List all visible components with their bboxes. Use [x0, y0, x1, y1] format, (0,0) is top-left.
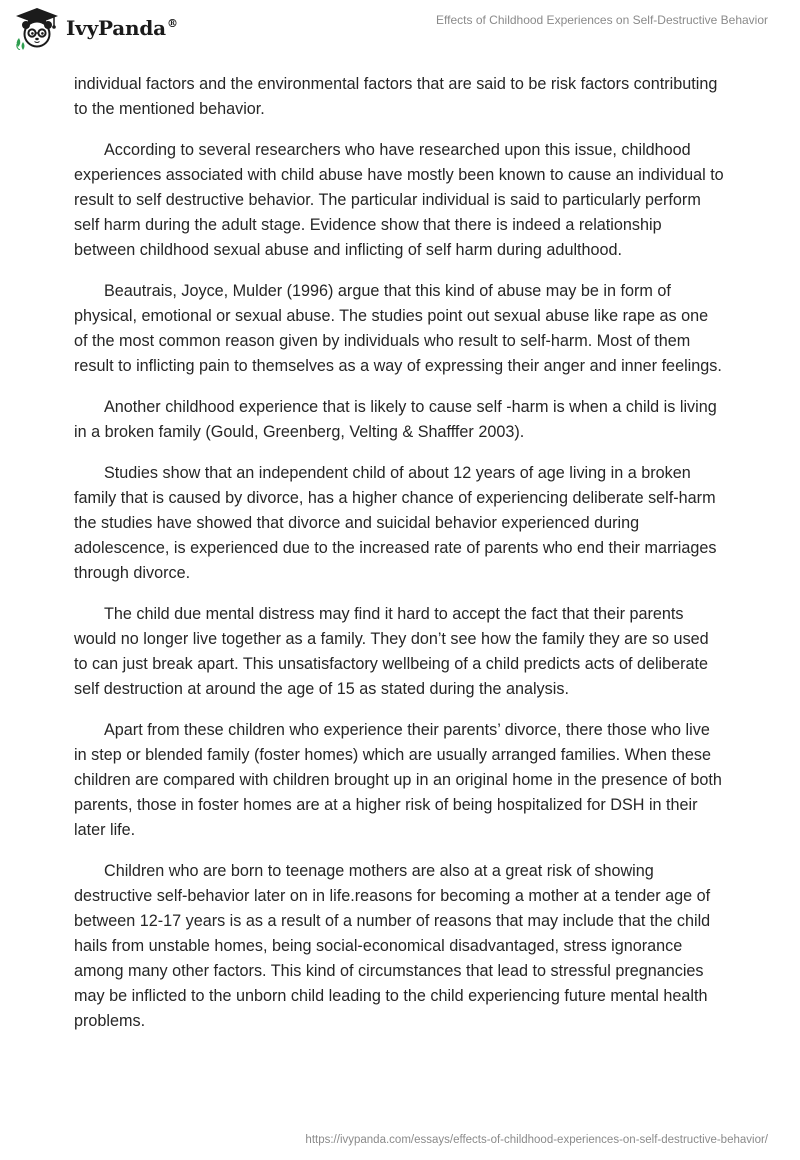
paragraph: Children who are born to teenage mothers are also at a great risk of showing destructive self-behavior later on in life.reasons for becoming a mother at a tender age of between 12-17 years is as a result of a number of reasons that may include that the child hails from unstable homes, being social-economical disadvantaged, stress ignorance among many other factors. This kind of circumstances that lead to stressful pregnancies may be inflicted to the unborn child leading to the child experiencing future mental health problems. — [74, 862, 711, 1030]
panda-mascot-icon — [14, 6, 60, 50]
brand-name — [66, 16, 178, 40]
registered-mark: ® — [166, 17, 178, 31]
paragraph: According to several researchers who have researched upon this issue, childhood experiences associated with child abuse have mostly been known to cause an individual to result to self destructive behavior. The particular individual is said to particularly perform self harm during the adult stage. Evidence show that there is indeed a relationship between childhood sexual abuse and inflicting of self harm during adulthood. — [74, 141, 724, 259]
essay-body — [74, 72, 726, 1050]
source-url[interactable]: https://ivypanda.com/essays/effects-of-childhood-experiences-on-self-destructive-behavior/ — [305, 1134, 768, 1146]
brand-text: IvyPanda — [66, 16, 166, 40]
ivypanda-logo[interactable] — [14, 6, 178, 50]
paragraph: Studies show that an independent child of about 12 years of age living in a broken family that is caused by divorce, has a higher chance of experiencing deliberate self-harm the studies have showed that divorce and suicidal behavior experienced during adolescence, is experienced due to the increased rate of parents who end their marriages through divorce. — [74, 464, 717, 582]
page-header — [0, 0, 800, 64]
paragraph: Another childhood experience that is likely to cause self -harm is when a child is living in a broken family (Gould, Greenberg, Velting & Shafffer 2003). — [74, 398, 717, 441]
paragraph: individual factors and the environmental factors that are said to be risk factors contributing to the mentioned behavior. — [74, 75, 718, 118]
paragraph: Apart from these children who experience their parents’ divorce, there those who live in step or blended family (foster homes) which are usually arranged families. When these children are compared with children brought up in an original home in the presence of both parents, those in foster homes are at a higher risk of being hospitalized for DSH in their later life. — [74, 721, 722, 839]
paragraph: The child due mental distress may find it hard to accept the fact that their parents would no longer live together as a family. They don’t see how the family they are so used to can just break apart. This unsatisfactory wellbeing of a child predicts acts of deliberate self destruction at around the age of 15 as stated during the analysis. — [74, 605, 709, 698]
paragraph: Beautrais, Joyce, Mulder (1996) argue that this kind of abuse may be in form of physical, emotional or sexual abuse. The studies point out sexual abuse like rape as one of the most common reason given by individuals who result to self-harm. Most of them result to inflicting pain to themselves as a way of expressing their anger and inner feelings. — [74, 282, 722, 375]
document-title: Effects of Childhood Experiences on Self-Destructive Behavior — [436, 13, 768, 27]
